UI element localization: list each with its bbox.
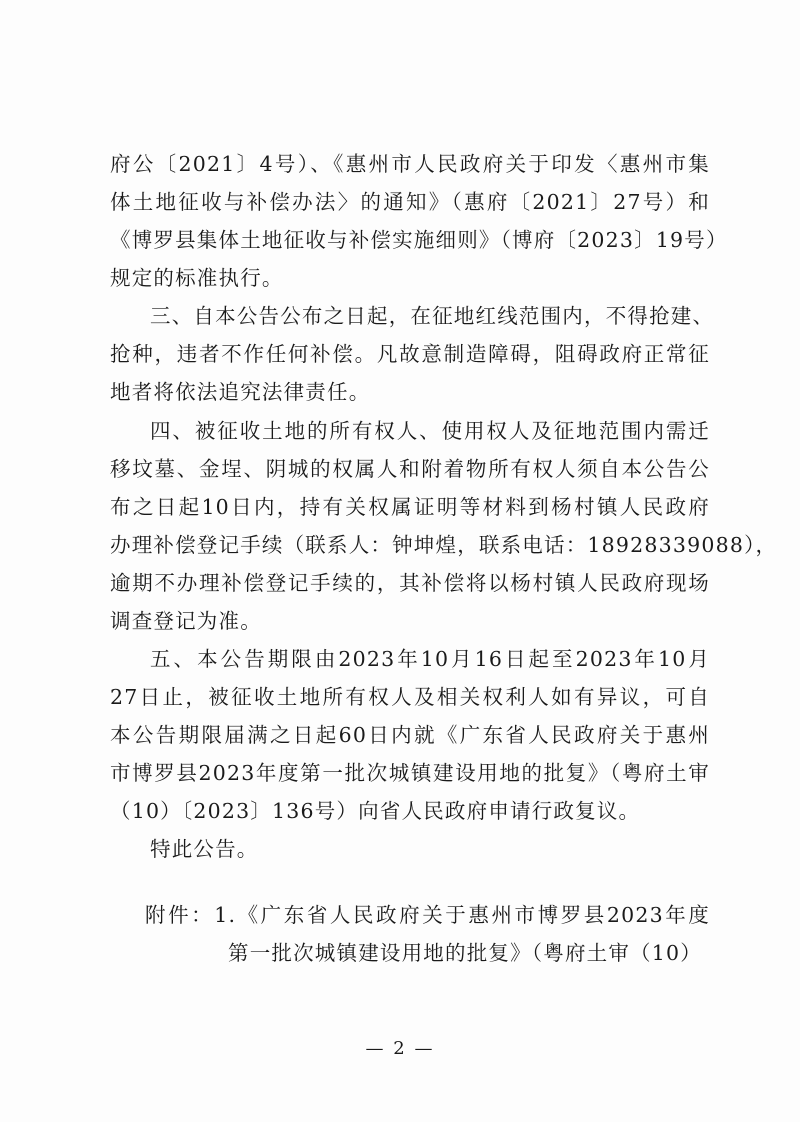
section-4-line: 移坟墓、金埕、阴城的权属人和附着物所有权人须自本公告公 xyxy=(110,457,710,481)
section-5-line: 27日止，被征收土地所有权人及相关权利人如有异议，可自 xyxy=(110,685,710,709)
page-number: — 2 — xyxy=(365,1038,435,1059)
closing-line: 特此公告。 xyxy=(150,837,259,861)
paragraph-line: 规定的标准执行。 xyxy=(110,266,284,290)
section-5-line: 五、本公告期限由2023年10月16日起至2023年10月 xyxy=(150,647,710,671)
section-5-line: 本公告期限届满之日起60日内就《广东省人民政府关于惠州 xyxy=(110,723,710,747)
section-5-line: 市博罗县2023年度第一批次城镇建设用地的批复》（粤府土审 xyxy=(110,761,710,785)
section-4-line: 逾期不办理补偿登记手续的，其补偿将以杨村镇人民政府现场 xyxy=(110,571,710,595)
section-3-line: 三、自本公告公布之日起，在征地红线范围内，不得抢建、 xyxy=(150,304,715,328)
section-3-line: 抢种，违者不作任何补偿。凡故意制造障碍，阻碍政府正常征 xyxy=(110,342,710,366)
paragraph-line: 《博罗县集体土地征收与补偿实施细则》（博府〔2023〕19号） xyxy=(110,228,728,252)
attachment-line: 附件：1.《广东省人民政府关于惠州市博罗县2023年度 xyxy=(145,903,710,927)
section-3-line: 地者将依法追究法律责任。 xyxy=(110,380,371,404)
section-4-line: 调查登记为准。 xyxy=(110,609,262,633)
section-4-line: 办理补偿登记手续（联系人：钟坤煌，联系电话：18928339088）， xyxy=(110,533,778,557)
section-4-line: 布之日起10日内，持有关权属证明等材料到杨村镇人民政府 xyxy=(110,495,710,519)
paragraph-line: 府公〔2021〕4号）、《惠州市人民政府关于印发〈惠州市集 xyxy=(110,152,710,176)
section-5-line: （10）〔2023〕136号）向省人民政府申请行政复议。 xyxy=(110,799,641,823)
section-4-line: 四、被征收土地的所有权人、使用权人及征地范围内需迁 xyxy=(150,419,710,443)
paragraph-line: 体土地征收与补偿办法〉的通知》（惠府〔2021〕27号）和 xyxy=(110,190,710,214)
attachment-line: 第一批次城镇建设用地的批复》（粤府土审（10） xyxy=(228,941,702,965)
